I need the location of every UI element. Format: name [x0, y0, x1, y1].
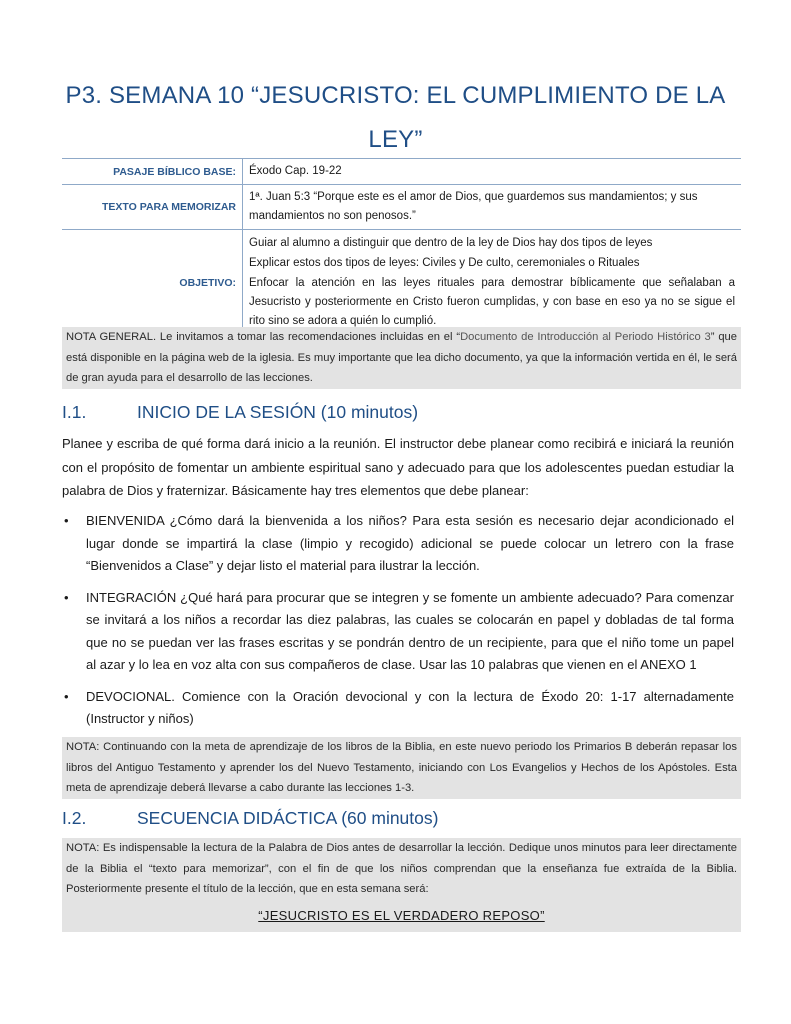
section-1-note: NOTA: Continuando con la meta de aprendizaje de los libros de la Biblia, en este nuevo periodo los Primarios B deberán repasar los libros del Antiguo Testamento y aprender los del Nuevo Testamento, iniciando con Los Evangelios y Hechos de los Apóstoles. Esta meta de aprendizaje deberá llevarse a cabo durante las lecciones 1-3. [62, 737, 741, 799]
document-title: P3. SEMANA 10 “JESUCRISTO: EL CUMPLIMIENTO DE LA LEY” [65, 82, 726, 153]
objetivo-item: Explicar estos dos tipos de leyes: Civiles y De culto, ceremoniales o Rituales [249, 257, 640, 269]
bullet-icon: • [64, 513, 69, 528]
objetivo-item: Enfocar la atención en las leyes rituales para demostrar bíblicamente que señalaban a Jesucristo y posteriormente en Cristo fueron cumplidas, y con base en eso ya no se sigue el rito sino se adora a quién lo cumplió. [249, 277, 735, 327]
lesson-title: “JESUCRISTO ES EL VERDADERO REPOSO” [258, 907, 545, 923]
texto-label: TEXTO PARA MEMORIZAR [62, 185, 243, 230]
list-item [62, 686, 734, 731]
devocional-text: DEVOCIONAL. Comience con la Oración devocional y con la lectura de Éxodo 20: 1-17 alternadamente (Instructor y niños) [86, 688, 734, 726]
pasaje-row [62, 159, 741, 185]
objetivo-row [62, 230, 741, 336]
section-1-intro: Planee y escriba de qué forma dará inicio a la reunión. El instructor debe planear como recibirá e iniciará la reunión con el propósito de fomentar un ambiente espiritual sano y adecuado para que los adolescentes puedan estudiar la palabra de Dios y fraternizar. Básicamente hay tres elementos que debe planear: [62, 436, 734, 498]
section-2-note-text: NOTA: Es indispensable la lectura de la Palabra de Dios antes de desarrollar la lección. Dedique unos minutos para leer directamente de la Biblia el “texto para memorizar”, con el fin de que los niños comprendan que la enseñanza fue extraída de la Biblia. Posteriormente presente el título de la lección, que en esta semana será: [66, 842, 737, 895]
lesson-info-table [62, 158, 741, 336]
intro-document-link[interactable]: Documento de Introducción al Periodo Histórico 3 [460, 331, 711, 343]
section-2-title: SECUENCIA DIDÁCTICA (60 minutos) [137, 808, 439, 828]
integracion-text: INTEGRACIÓN ¿Qué hará para procurar que se integren y se fomente un ambiente adecuado? Para comenzar se invitará a los niños a recordar las diez palabras, las cuales se colocarán en papel y dobladas de tal forma que no se puedan ver las frases escritas y se pondrán dentro de un recipiente, para que el niño tome un papel al azar y lo lea en voz alta con sus compañeros de clase. Usar las 10 palabras que vienen en el ANEXO 1 [86, 589, 734, 672]
pasaje-value: Éxodo Cap. 19-22 [243, 159, 742, 185]
bullet-icon: • [64, 589, 69, 605]
list-item [62, 587, 734, 677]
bienvenida-text: BIENVENIDA ¿Cómo dará la bienvenida a los niños? Para esta sesión es necesario dejar acondicionado el lugar donde se impartirá la clase (limpio y recogido) adicional se puede colocar un letrero con la frase “Bienvenidos a Clase” y dejar listo el material para ilustrar la lección. [86, 513, 734, 573]
section-2-number: I.2. [62, 808, 87, 828]
session-elements-list [62, 510, 734, 740]
texto-row [62, 185, 741, 230]
nota-general-text: NOTA GENERAL. Le invitamos a tomar las recomendaciones incluidas en el “ [66, 331, 461, 343]
nota-general-text-end: ” que está disponible en la página web de la iglesia. Es muy importante que lea dicho documento, ya que la información vertida en él, le será de gran ayuda para el desarrollo de las lecciones. [66, 331, 738, 384]
texto-value: 1ª. Juan 5:3 “Porque este es el amor de Dios, que guardemos sus mandamientos; y sus mandamientos no son penosos.” [243, 185, 742, 230]
list-item [62, 510, 734, 578]
objetivo-value [243, 230, 742, 336]
section-1-title: INICIO DE LA SESIÓN (10 minutos) [137, 402, 419, 422]
section-1-number: I.1. [62, 402, 87, 422]
section-1-heading [62, 402, 418, 423]
objetivo-label: OBJETIVO: [62, 230, 243, 336]
section-2-heading [62, 808, 438, 829]
section-2-note [62, 838, 741, 932]
pasaje-label: PASAJE BÍBLICO BASE: [62, 159, 243, 185]
bullet-icon: • [64, 688, 69, 704]
objetivo-item: Guiar al alumno a distinguir que dentro de la ley de Dios hay dos tipos de leyes [249, 237, 653, 249]
nota-general [62, 327, 741, 389]
